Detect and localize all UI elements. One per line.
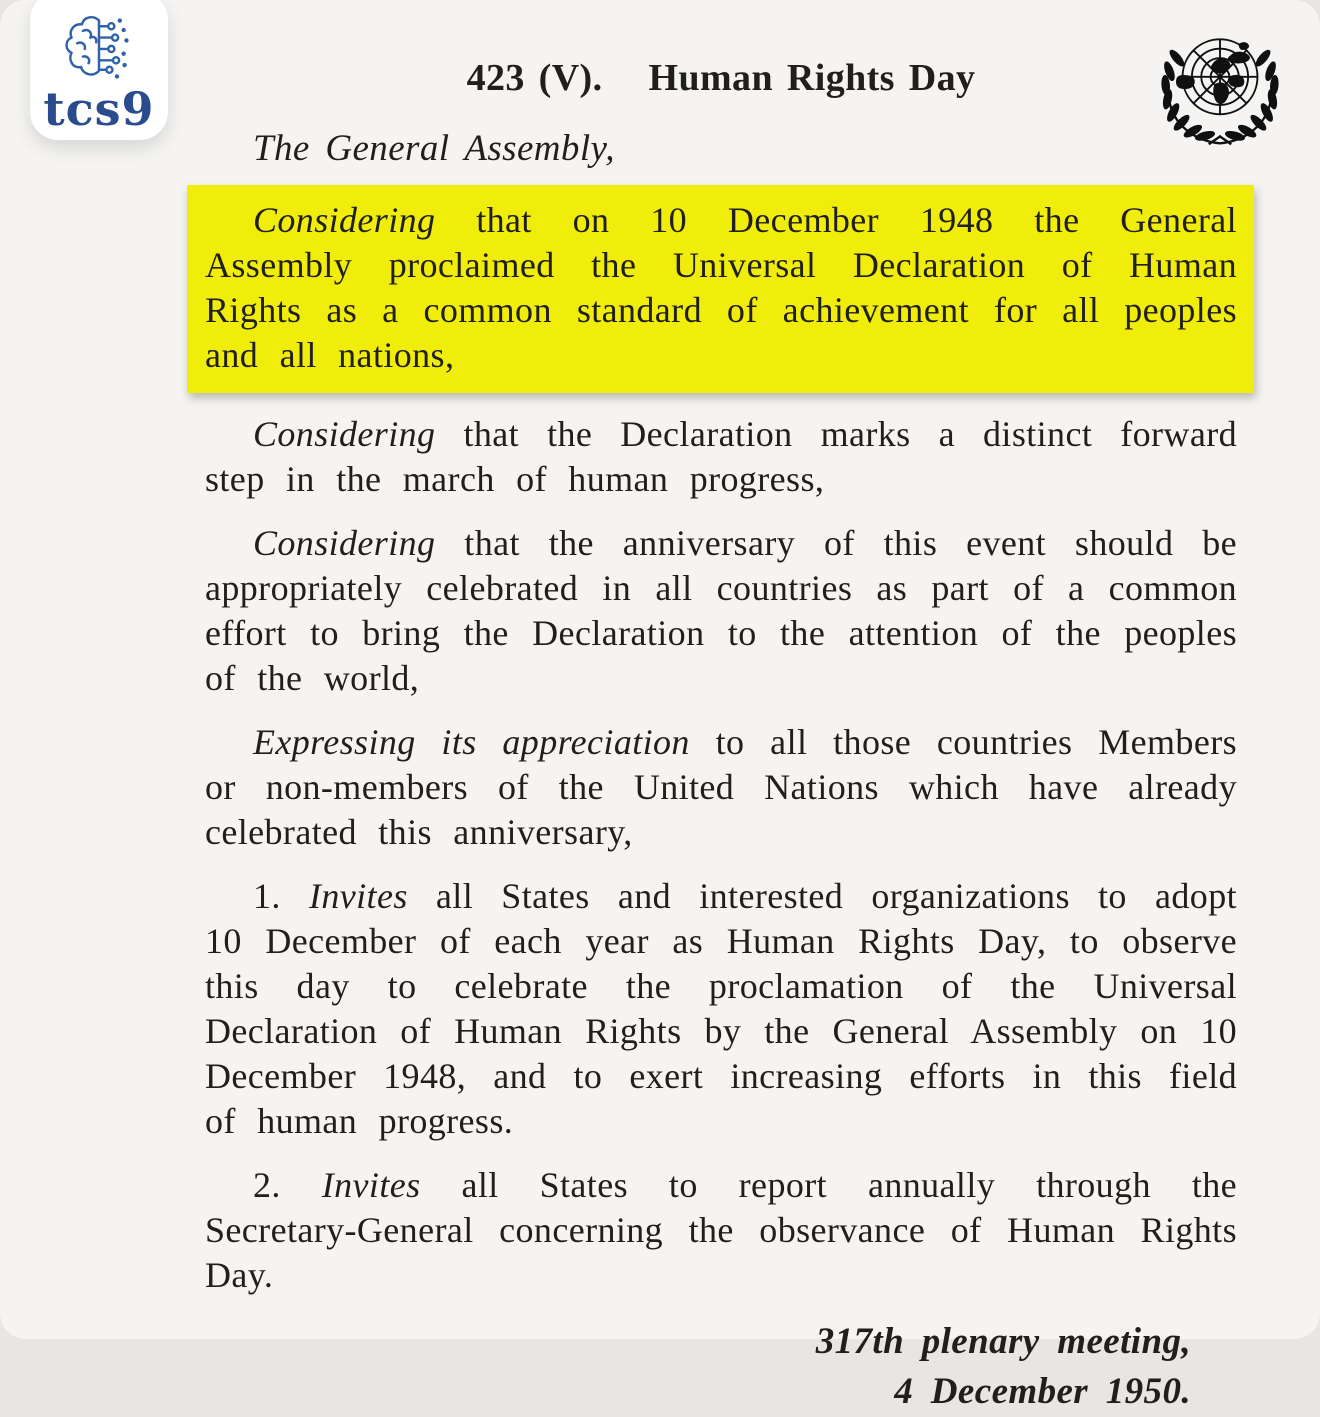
meeting-line-2: 4 December 1950. — [894, 1371, 1191, 1412]
paragraph-body: that the Declaration marks a distinct forward step in the march of human progress, — [205, 414, 1237, 499]
meeting-line-1: 317th plenary meeting, — [815, 1321, 1191, 1362]
paragraph-expressing — [205, 720, 1237, 855]
paragraph-lead: Invites — [308, 876, 408, 916]
resolution-number: 423 (V). — [466, 57, 603, 99]
paragraph-lead: Considering — [253, 414, 436, 454]
paragraph-considering-1 — [205, 198, 1237, 378]
paragraph-invites-1 — [205, 874, 1237, 1144]
paragraph-body: to all those countries Members or non-members of the United Nations which have already celebrated this anniversary, — [205, 722, 1237, 852]
meeting-reference — [205, 1317, 1237, 1417]
paragraph-body: all States to report annually through the Secretary-General concerning the observance of Human Rights Day. — [205, 1165, 1237, 1295]
tcs9-logo-card — [30, 0, 168, 140]
paragraph-body: that on 10 December 1948 the General Assembly proclaimed the Universal Declaration of Human Rights as a common standard of achievement for all peoples and all nations, — [205, 200, 1237, 375]
salutation: The General Assembly, — [253, 128, 615, 169]
paragraph-body: all States and interested organizations to adopt 10 December of each year as Human Rights Day, to observe this day to celebrate the proclamation of the Universal Declaration of Human Rights by the General Assembly on 10 December 1948, and to exert increasing efforts in this field of human progress. — [205, 876, 1237, 1141]
highlighted-passage — [187, 185, 1254, 393]
paragraph-considering-2 — [205, 412, 1237, 502]
paragraph-number: 2. — [253, 1165, 322, 1205]
resolution-text-block — [205, 56, 1237, 1417]
paragraph-lead: Considering — [253, 200, 436, 240]
paragraph-body: that the anniversary of this event should be appropriately celebrated in all countries as part of a common effort to bring the Declaration to the attention of the peoples of the world, — [205, 523, 1237, 698]
paragraph-lead: Invites — [321, 1165, 421, 1205]
paragraph-lead: Considering — [253, 523, 436, 563]
brain-circuit-icon — [61, 12, 137, 86]
resolution-title-text: Human Rights Day — [648, 57, 976, 99]
tcs9-logo-text: tcs9 — [43, 82, 155, 136]
paragraph-considering-3 — [205, 521, 1237, 701]
paragraph-number: 1. — [253, 876, 309, 916]
paragraph-invites-2 — [205, 1163, 1237, 1298]
paragraph-lead: Expressing its appreciation — [253, 722, 690, 762]
resolution-title — [205, 56, 1237, 100]
